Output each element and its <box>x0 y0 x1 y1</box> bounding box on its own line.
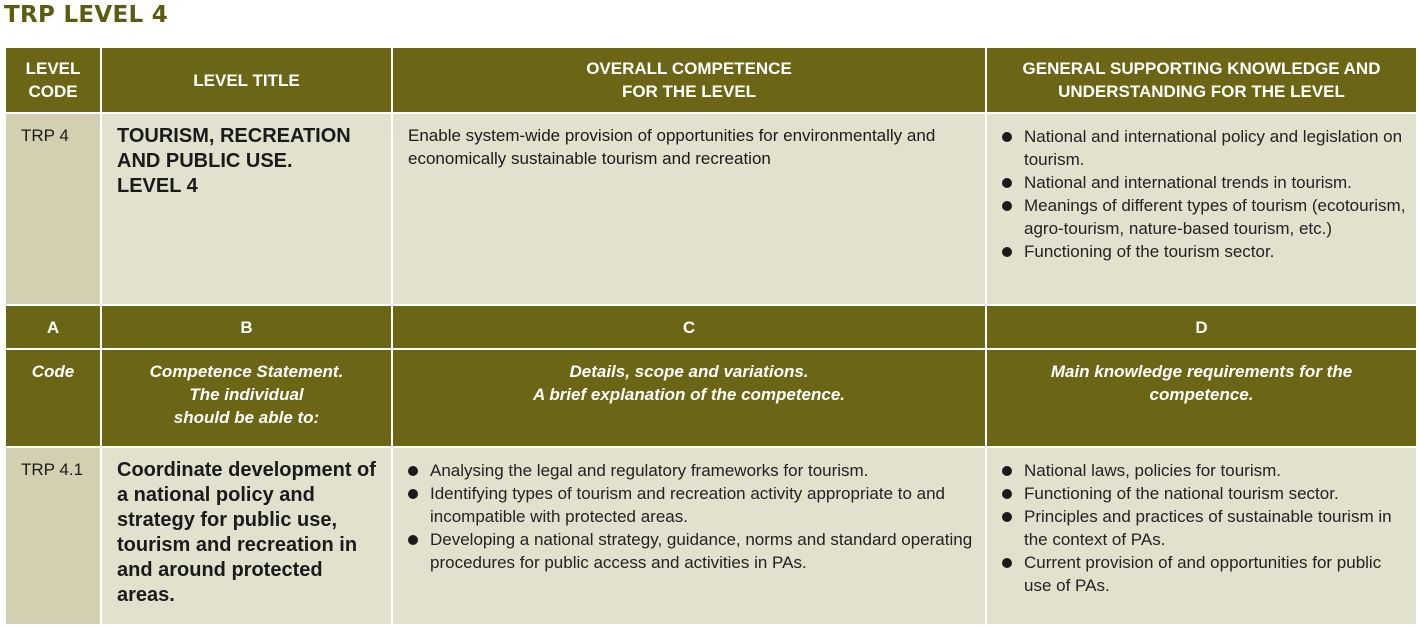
competence-table <box>4 46 1418 626</box>
column-letter-a: A <box>5 305 101 349</box>
page-title: TRP LEVEL 4 <box>4 2 169 28</box>
letter-row <box>5 305 1417 349</box>
bullet-icon <box>408 535 418 545</box>
subheader-code: Code <box>5 349 101 447</box>
bullet-icon <box>1002 132 1012 142</box>
level-row <box>5 113 1417 305</box>
column-letter-b: B <box>101 305 392 349</box>
list-item: Current provision of and opportunities for public use of PAs. <box>1002 551 1406 597</box>
column-letter-d: D <box>986 305 1417 349</box>
table-header-row <box>5 47 1417 113</box>
subheader-details: Details, scope and variations. A brief explanation of the competence. <box>392 349 986 447</box>
subheader-row <box>5 349 1417 447</box>
bullet-icon <box>1002 178 1012 188</box>
level-knowledge-cell <box>986 113 1417 305</box>
subheader-competence-statement: Competence Statement. The individual should be able to: <box>101 349 392 447</box>
subheader-knowledge: Main knowledge requirements for the competence. <box>986 349 1417 447</box>
competence-code-cell: TRP 4.1 <box>5 447 101 625</box>
competence-row <box>5 447 1417 625</box>
level-title-cell: TOURISM, RECREATION AND PUBLIC USE. LEVEL 4 <box>101 113 392 305</box>
list-item: National and international policy and legislation on tourism. <box>1002 125 1406 171</box>
bullet-icon <box>1002 512 1012 522</box>
bullet-icon <box>1002 247 1012 257</box>
bullet-icon <box>1002 558 1012 568</box>
competence-details-cell <box>392 447 986 625</box>
bullet-icon <box>408 489 418 499</box>
list-item: National laws, policies for tourism. <box>1002 459 1406 482</box>
list-item: Developing a national strategy, guidance, norms and standard operating procedures for public access and activities in PAs. <box>408 528 975 574</box>
column-letter-c: C <box>392 305 986 349</box>
list-item: Meanings of different types of tourism (ecotourism, agro-tourism, nature-based tourism, etc.) <box>1002 194 1406 240</box>
competence-knowledge-cell <box>986 447 1417 625</box>
header-overall-competence: OVERALL COMPETENCE FOR THE LEVEL <box>392 47 986 113</box>
header-general-knowledge: GENERAL SUPPORTING KNOWLEDGE AND UNDERSTANDING FOR THE LEVEL <box>986 47 1417 113</box>
list-item: Functioning of the tourism sector. <box>1002 240 1406 263</box>
level-competence-cell: Enable system-wide provision of opportunities for environmentally and economically sustainable tourism and recreation <box>392 113 986 305</box>
list-item: Functioning of the national tourism sector. <box>1002 482 1406 505</box>
list-item: Identifying types of tourism and recreation activity appropriate to and incompatible with protected areas. <box>408 482 975 528</box>
bullet-icon <box>1002 489 1012 499</box>
bullet-icon <box>1002 201 1012 211</box>
list-item: Principles and practices of sustainable tourism in the context of PAs. <box>1002 505 1406 551</box>
bullet-icon <box>408 466 418 476</box>
competence-statement-cell: Coordinate development of a national policy and strategy for public use, tourism and recreation in and around protected areas. <box>101 447 392 625</box>
level-code-cell: TRP 4 <box>5 113 101 305</box>
header-level-code: LEVEL CODE <box>5 47 101 113</box>
header-level-title: LEVEL TITLE <box>101 47 392 113</box>
list-item: National and international trends in tourism. <box>1002 171 1406 194</box>
bullet-icon <box>1002 466 1012 476</box>
list-item: Analysing the legal and regulatory frameworks for tourism. <box>408 459 975 482</box>
